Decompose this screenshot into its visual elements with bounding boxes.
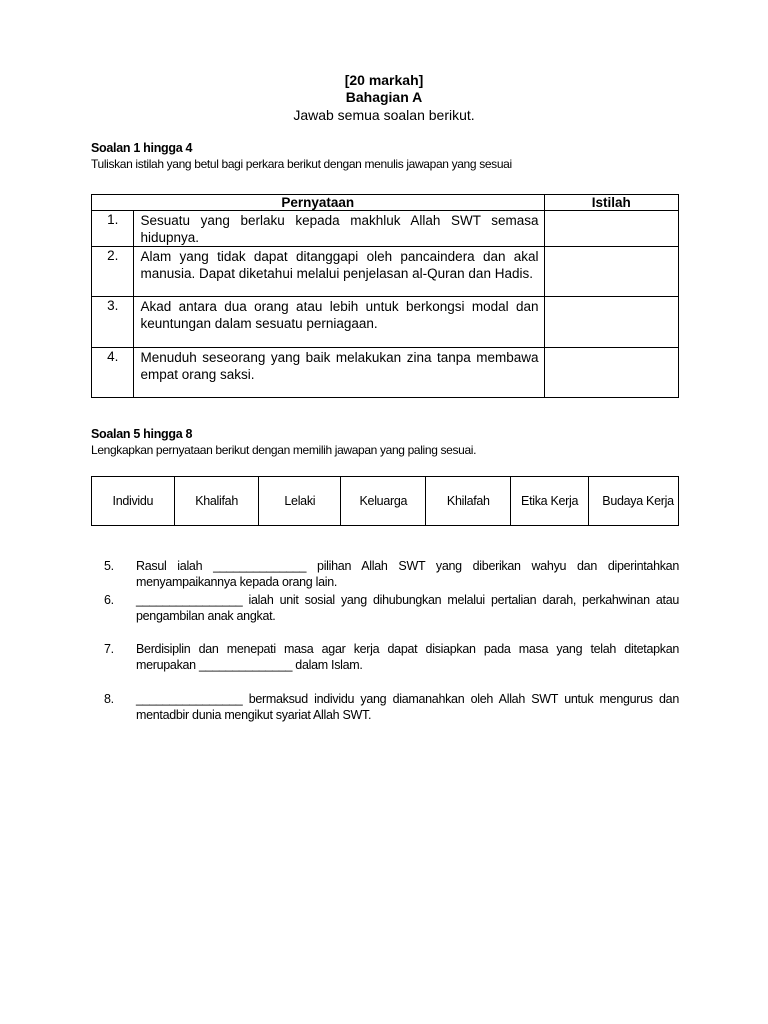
- question-number: 6.: [104, 593, 114, 607]
- question-item: [104, 558, 679, 590]
- answer-cell[interactable]: [544, 211, 678, 247]
- row-number: 1.: [92, 211, 134, 247]
- question-item: [104, 691, 679, 723]
- question-text: ________________ ialah unit sosial yang dihubungkan melalui pertalian darah, perkahwinan atau pengambilan anak angkat.: [136, 593, 679, 623]
- table-row: [92, 247, 679, 297]
- table-row: [92, 297, 679, 348]
- terms-table-header: [92, 195, 679, 211]
- row-statement: Akad antara dua orang atau lebih untuk berkongsi modal dan keuntungan dalam sesuatu perniagaan.: [134, 297, 544, 348]
- section-title: Bahagian A: [345, 89, 423, 105]
- choice-cell: Lelaki: [259, 477, 341, 526]
- question-number: 7.: [104, 642, 114, 656]
- answer-cell[interactable]: [544, 348, 678, 398]
- marks-label: [20 markah]: [344, 72, 424, 88]
- row-number: 2.: [92, 247, 134, 297]
- terms-table: [91, 194, 679, 398]
- question-item: [104, 592, 679, 624]
- part2-heading: [91, 427, 476, 457]
- question-item: [104, 641, 679, 673]
- choice-cell: Khalifah: [174, 477, 259, 526]
- answer-cell[interactable]: [544, 297, 678, 348]
- choice-cell: Etika Kerja: [511, 477, 589, 526]
- row-number: 3.: [92, 297, 134, 348]
- page-header: [0, 72, 768, 124]
- choice-cell: Individu: [92, 477, 175, 526]
- table-row: [92, 348, 679, 398]
- question-text: ________________ bermaksud individu yang diamanahkan oleh Allah SWT untuk mengurus dan mentadbir dunia mengikut syariat Allah SWT.: [136, 692, 679, 722]
- choice-cell: Khilafah: [426, 477, 511, 526]
- question-text: Berdisiplin dan menepati masa agar kerja dapat disiapkan pada masa yang telah ditetapkan merupakan ______________ dalam Islam.: [136, 642, 679, 672]
- choice-cell: Keluarga: [341, 477, 426, 526]
- row-statement: Sesuatu yang berlaku kepada makhluk Allah SWT semasa hidupnya.: [134, 211, 544, 247]
- column-header-term: Istilah: [544, 195, 678, 211]
- part1-title: Soalan 1 hingga 4: [91, 141, 193, 155]
- part1-heading: [91, 141, 512, 171]
- answer-cell[interactable]: [544, 247, 678, 297]
- question-number: 5.: [104, 559, 114, 573]
- choice-cell: Budaya Kerja: [589, 477, 679, 526]
- choices-table: [91, 476, 679, 526]
- column-header-statement: Pernyataan: [92, 195, 545, 211]
- table-row: [92, 211, 679, 247]
- question-text: Rasul ialah ______________ pilihan Allah SWT yang diberikan wahyu dan diperintahkan menyampaikannya kepada orang lain.: [136, 559, 679, 589]
- row-statement: Alam yang tidak dapat ditanggapi oleh pancaindera dan akal manusia. Dapat diketahui melalui penjelasan al-Quran dan Hadis.: [134, 247, 544, 297]
- part1-description: Tuliskan istilah yang betul bagi perkara berikut dengan menulis jawapan yang sesuai: [91, 157, 512, 171]
- row-number: 4.: [92, 348, 134, 398]
- part2-description: Lengkapkan pernyataan berikut dengan memilih jawapan yang paling sesuai.: [91, 443, 477, 457]
- question-number: 8.: [104, 692, 114, 706]
- instruction-text: Jawab semua soalan berikut.: [293, 107, 475, 123]
- part2-title: Soalan 5 hingga 8: [91, 427, 193, 441]
- row-statement: Menuduh seseorang yang baik melakukan zina tanpa membawa empat orang saksi.: [134, 348, 544, 398]
